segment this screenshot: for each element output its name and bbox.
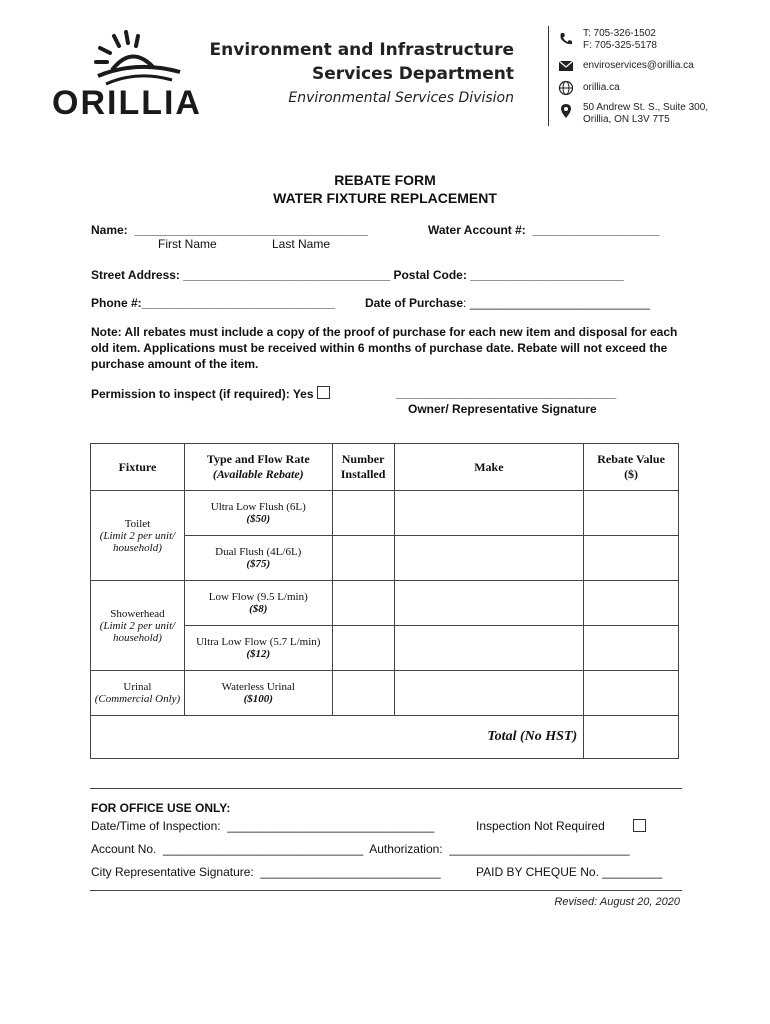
rebate-note: Note: All rebates must include a copy of the proof of purchase for each new item and disposal for each old item. Applications must be received within 6 months of purchase date. Rebate will not exceed the purchase amount of the item. bbox=[91, 325, 678, 371]
total-value-cell[interactable] bbox=[584, 716, 679, 759]
inspection-datetime-field[interactable]: Date/Time of Inspection: _______________________________ bbox=[91, 819, 435, 833]
shower-low-flow: Low Flow (9.5 L/min) ($8) bbox=[184, 581, 332, 626]
fixture-toilet: Toilet (Limit 2 per unit/ household) bbox=[91, 491, 185, 581]
location-pin-icon bbox=[558, 103, 574, 119]
purchase-date-label: Date of Purchase bbox=[365, 296, 464, 310]
shower-ultra-low-flow: Ultra Low Flow (5.7 L/min) ($12) bbox=[184, 626, 332, 671]
contact-email[interactable]: enviroservices@orillia.ca bbox=[583, 60, 694, 71]
rebate-value-cell[interactable] bbox=[584, 581, 679, 626]
revision-date: Revised: August 20, 2020 bbox=[554, 896, 680, 908]
globe-icon bbox=[558, 80, 574, 96]
office-divider-top bbox=[90, 788, 682, 789]
table-row bbox=[91, 581, 679, 626]
header-make: Make bbox=[394, 444, 584, 491]
rebate-value-cell[interactable] bbox=[584, 536, 679, 581]
owner-signature-line[interactable]: _________________________________ bbox=[396, 386, 617, 400]
number-installed-cell[interactable] bbox=[332, 626, 394, 671]
inspection-not-required-checkbox[interactable] bbox=[633, 819, 646, 832]
owner-signature-caption: Owner/ Representative Signature bbox=[408, 402, 597, 416]
phone-icon bbox=[558, 31, 574, 47]
header-number-installed: Number Installed bbox=[332, 444, 394, 491]
make-cell[interactable] bbox=[394, 671, 584, 716]
purchase-date-field[interactable] bbox=[365, 296, 650, 310]
contact-fax: F: 705-325-5178 bbox=[583, 40, 657, 51]
city-representative-signature-field[interactable]: City Representative Signature: ___________________________ bbox=[91, 865, 441, 879]
envelope-icon bbox=[558, 58, 574, 74]
total-label: Total (No HST) bbox=[91, 716, 584, 759]
permission-yes-checkbox[interactable] bbox=[317, 386, 330, 399]
inspection-not-required-label: Inspection Not Required bbox=[476, 819, 605, 833]
toilet-ultra-low-flush: Ultra Low Flush (6L) ($50) bbox=[184, 491, 332, 536]
last-name-caption: Last Name bbox=[272, 237, 331, 251]
street-postal-field[interactable]: Street Address: _______________________________ Postal Code: _______________________ bbox=[91, 268, 624, 282]
fixture-showerhead: Showerhead (Limit 2 per unit/ household) bbox=[91, 581, 185, 671]
rebate-value-cell[interactable] bbox=[584, 491, 679, 536]
office-use-heading: FOR OFFICE USE ONLY: bbox=[91, 801, 231, 815]
fixture-rebate-table bbox=[90, 443, 679, 759]
orillia-sun-logo-icon bbox=[92, 30, 182, 86]
header-fixture: Fixture bbox=[91, 444, 185, 491]
phone-field[interactable]: Phone #:_____________________________ bbox=[91, 296, 336, 310]
number-installed-cell[interactable] bbox=[332, 671, 394, 716]
form-subtitle: WATER FIXTURE REPLACEMENT bbox=[273, 190, 497, 206]
rebate-value-cell[interactable] bbox=[584, 671, 679, 716]
account-authorization-field[interactable]: Account No. ______________________________ Authorization: ___________________________ bbox=[91, 842, 630, 856]
number-installed-cell[interactable] bbox=[332, 581, 394, 626]
toilet-dual-flush: Dual Flush (4L/6L) ($75) bbox=[184, 536, 332, 581]
department-name-line1: Environment and Infrastructure bbox=[209, 40, 514, 60]
division-name: Environmental Services Division bbox=[288, 90, 514, 106]
cheque-number-field[interactable]: PAID BY CHEQUE No. _________ bbox=[476, 865, 663, 879]
urinal-waterless: Waterless Urinal ($100) bbox=[184, 671, 332, 716]
header-rebate-value: Rebate Value ($) bbox=[584, 444, 679, 491]
department-name-line2: Services Department bbox=[312, 64, 514, 84]
contact-address-line2: Orillia, ON L3V 7T5 bbox=[583, 114, 670, 125]
table-row bbox=[91, 671, 679, 716]
water-account-field[interactable]: Water Account #: ___________________ bbox=[428, 223, 660, 237]
name-field[interactable]: Name: ___________________________________ bbox=[91, 223, 368, 237]
fixture-urinal: Urinal (Commercial Only) bbox=[91, 671, 185, 716]
contact-phone: T: 705-326-1502 bbox=[583, 28, 656, 39]
make-cell[interactable] bbox=[394, 581, 584, 626]
number-installed-cell[interactable] bbox=[332, 491, 394, 536]
make-cell[interactable] bbox=[394, 626, 584, 671]
form-title: REBATE FORM bbox=[334, 172, 436, 188]
table-row bbox=[91, 491, 679, 536]
logo-wordmark: ORILLIA bbox=[52, 84, 202, 122]
header-divider bbox=[548, 26, 549, 126]
office-divider-bottom bbox=[90, 890, 682, 891]
number-installed-cell[interactable] bbox=[332, 536, 394, 581]
make-cell[interactable] bbox=[394, 536, 584, 581]
permission-inspect-label: Permission to inspect (if required): Yes bbox=[91, 386, 330, 401]
purchase-date-blank[interactable]: : ___________________________ bbox=[463, 296, 650, 310]
header-type-flow: Type and Flow Rate (Available Rebate) bbox=[184, 444, 332, 491]
make-cell[interactable] bbox=[394, 491, 584, 536]
first-name-caption: First Name bbox=[158, 237, 217, 251]
rebate-value-cell[interactable] bbox=[584, 626, 679, 671]
contact-address-line1: 50 Andrew St. S., Suite 300, bbox=[583, 102, 709, 113]
contact-website[interactable]: orillia.ca bbox=[583, 82, 620, 93]
total-row bbox=[91, 716, 679, 759]
